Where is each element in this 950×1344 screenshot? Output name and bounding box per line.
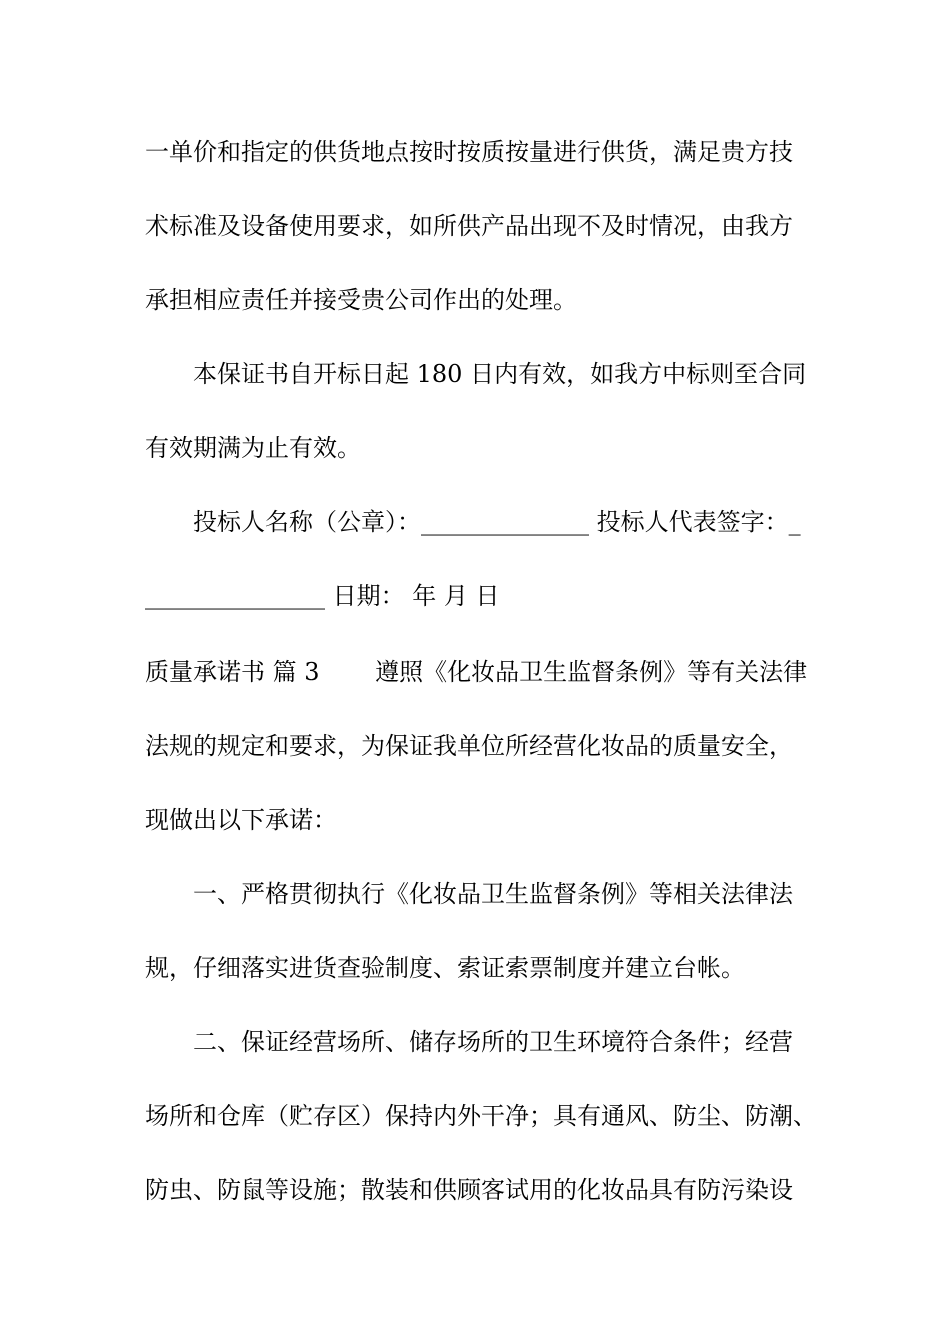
- text-line: 规，仔细落实进货查验制度、索证索票制度并建立台帐。: [145, 954, 745, 982]
- date-line: _______________ 日期： 年 月 日: [145, 582, 500, 610]
- section-heading-line: 质量承诺书 篇 3 遵照《化妆品卫生监督条例》等有关法律: [145, 658, 808, 686]
- signature-line: 投标人名称（公章）：______________ 投标人代表签字：_: [193, 508, 801, 536]
- text-line: 一单价和指定的供货地点按时按质按量进行供货，满足贵方技: [145, 138, 793, 166]
- text-line: 术标准及设备使用要求，如所供产品出现不及时情况，由我方: [145, 212, 793, 240]
- text-line: 一、严格贯彻执行《化妆品卫生监督条例》等相关法律法: [193, 880, 793, 908]
- text-line: 现做出以下承诺：: [145, 806, 337, 834]
- text-line: 法规的规定和要求，为保证我单位所经营化妆品的质量安全，: [145, 732, 793, 760]
- text-line: 有效期满为止有效。: [145, 434, 361, 462]
- text-line: 防虫、防鼠等设施；散装和供顾客试用的化妆品具有防污染设: [145, 1176, 793, 1204]
- text-line: 承担相应责任并接受贵公司作出的处理。: [145, 286, 577, 314]
- text-line: 本保证书自开标日起 180 日内有效，如我方中标则至合同: [193, 360, 807, 388]
- text-line: 场所和仓库（贮存区）保持内外干净；具有通风、防尘、防潮、: [145, 1102, 817, 1130]
- text-line: 二、保证经营场所、储存场所的卫生环境符合条件；经营: [193, 1028, 793, 1056]
